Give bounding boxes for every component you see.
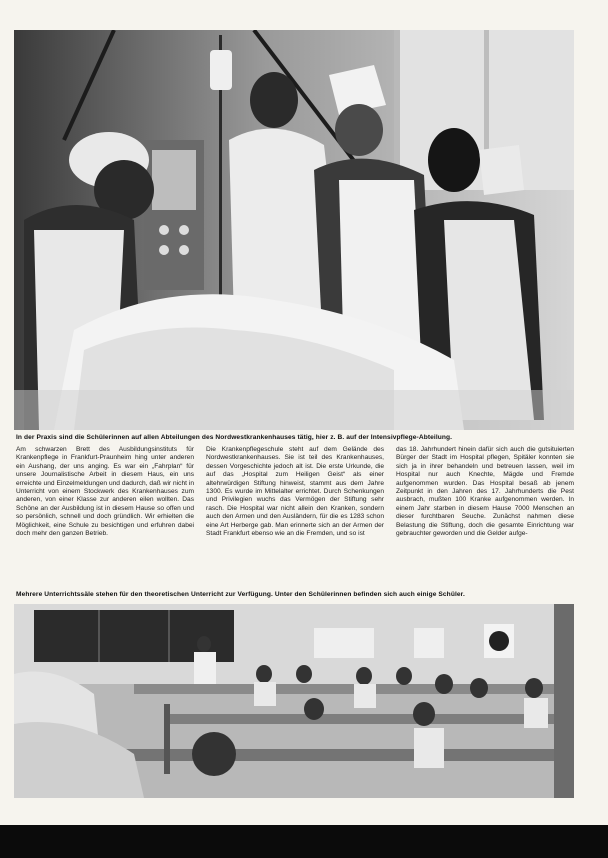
intensive-care-illustration (14, 30, 574, 430)
column-2-text: Die Krankenpflegeschule steht auf dem Gelände des Nordwestkrankenhauses. Sie ist teil des Krankenhauses, dessen Vorgeschichte jedoch alt ist. Die erste Urkunde, die auf das „Hospital zum Heiligen Geist“ als einer altehrwürdigen Stiftung hinweist, stammt aus dem Jahre 1300. Es wurde im Mittelalter errichtet. Durch Schenkungen und Privilegien wuchs das Vermögen der Stiftung sehr rasch. Die Hospital war nicht allein den Kranken, sondern auch den Armen und den Ausländern, für die es 1283 schon eine Art Herberge gab. Man erinnerte sich an der Armen der Stadt Frankfurt ebenso wie an die Fremden, und so ist (206, 446, 384, 538)
column-1-text: Am schwarzen Brett des Ausbildungsinstituts für Krankenpflege in Frankfurt-Praunheim hing unter anderen ein Aushang, der uns anging. Es war ein „Fahrplan“ für unsere Journalistische Arbeit in diesem Haus, ein uns erreichte und Einzelmeldungen und dadurch, daß wir nicht in Unterricht von einem Stockwerk des Krankenhauses zum anderen, von einer Klasse zur anderen eilen wollten. Das Schöne an der Ausbildung ist in diesem Hause so offen und so persönlich, schnell und doch gründlich. Wir erhielten die Möglichkeit, eine Schule zu besichtigen und erfuhren dabei doch mehr den ganzen Betrieb. (16, 446, 194, 538)
bottom-black-bar (0, 825, 608, 858)
article-column-2 (206, 446, 384, 586)
classroom-photo (14, 604, 574, 798)
column-3-text: das 18. Jahrhundert hinein dafür sich auch die gutsituierten Bürger der Stadt im Hospital pflegen, Spitäler konnten sie sich ja in ihrer behandeln und betreuen lassen, weil im Hospital nur auch Knechte, Mägde und Fremde aufgenommen wurden. Das Hospital besaß ab jenem Zeitpunkt in den Jahren des 17. Jahrhunderts die Pest ausbrach, mußten 100 Kranke aufgenommen werden. In einem Jahr starben in diesem Hause 7000 Menschen an dieser furchtbaren Seuche. Zunächst nahmen diese Belastung die Stiftung, doch die gesamte Einrichtung war gebrauchter geworden und die Gelder aufge- (396, 446, 574, 538)
intensive-care-photo (14, 30, 574, 430)
top-photo-caption: In der Praxis sind die Schülerinnen auf allen Abteilungen des Nordwestkrankenhauses tätig, hier z. B. auf der Intensivpflege-Abteilung. (16, 434, 453, 441)
classroom-photo-caption: Mehrere Unterrichtssäle stehen für den theoretischen Unterricht zur Verfügung. Unter den Schülerinnen befinden sich auch einige Schüler. (16, 591, 465, 598)
classroom-illustration (14, 604, 574, 798)
article-column-1 (16, 446, 194, 586)
article-column-3 (396, 446, 574, 586)
